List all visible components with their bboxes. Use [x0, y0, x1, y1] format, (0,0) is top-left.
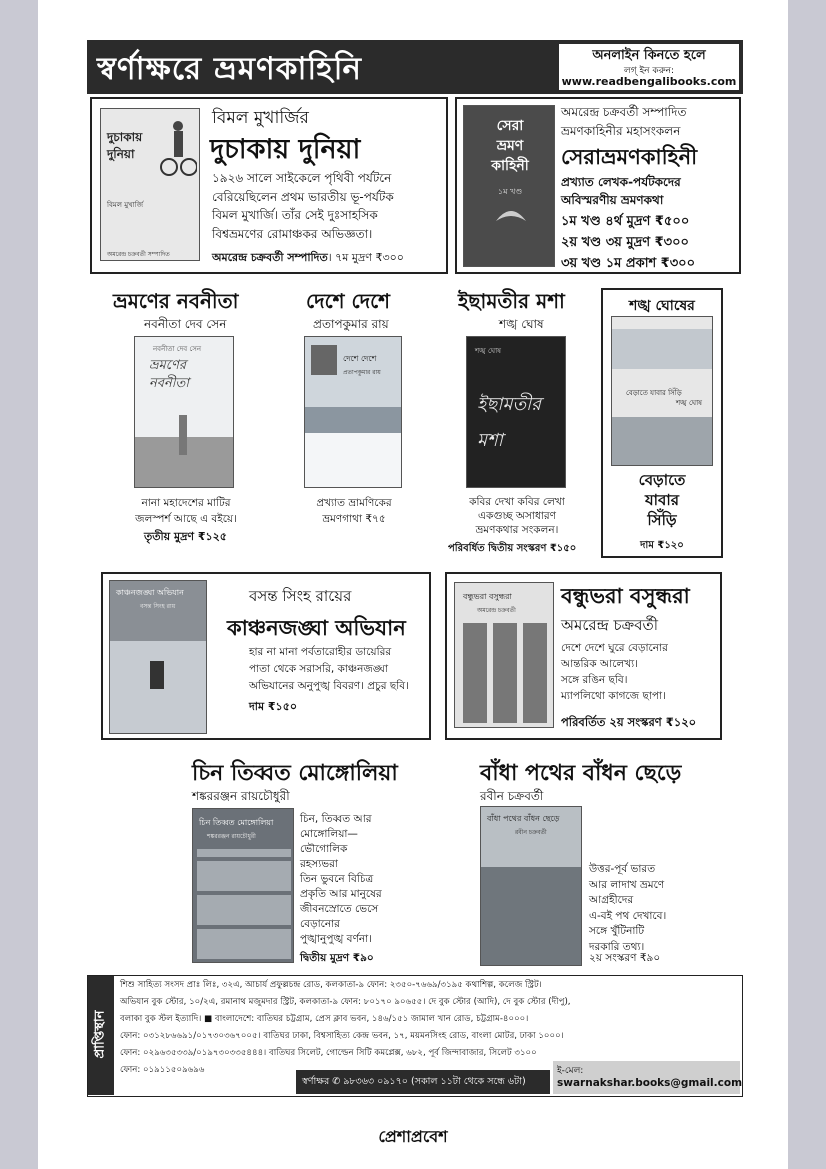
email-box	[553, 1061, 743, 1094]
email-link[interactable]: swarnakshar.books@gmail.com	[557, 1077, 743, 1089]
book1-author-line: বিমল মুখার্জির	[212, 108, 309, 128]
distributor-line6: ফোন: ০১৯১১৫০৯৬৯৬	[120, 1065, 205, 1075]
book4-cover-author: প্রতাপকুমার রায়	[343, 369, 381, 376]
book10-cover-author: রবীন চক্রবর্তী	[515, 829, 547, 836]
page-title: স্বর্ণাক্ষরে ভ্রমণকাহিনি	[97, 51, 362, 87]
book2-vol3: ৩য় খণ্ড ১ম প্রকাশ ₹৩০০	[561, 256, 696, 271]
distributor-line3: বলাকা বুক স্টল ইত্যাদি। ■ বাংলাদেশে: বাতিঘর চট্টগ্রাম, প্রেস ক্লাব ভবন, ১৪৬/১৫১ জামাল খান রোড, চট্টগ্রাম-৪০০০।	[120, 1014, 529, 1024]
book3-title: ভ্রমণের নবনীতা	[113, 289, 239, 313]
book7-cover[interactable]	[109, 580, 207, 734]
book9-description: চিন, তিব্বত আর মোঙ্গোলিয়া— ভৌগোলিক রহস্যভরা তিন ভুবনে বিচিত্র প্রকৃতি আর মানুষের জীবনস্রোতে ভেসে বেড়ানোর পুঙ্খানুপুঙ্খ বর্ণনা।	[300, 813, 382, 945]
book2-subtitle: ভ্রমণকাহিনীর মহাসংকলন	[561, 124, 681, 138]
book1-cover[interactable]	[100, 108, 200, 261]
book5-cover[interactable]	[466, 336, 566, 488]
book2-cover[interactable]	[463, 105, 555, 267]
book7-cover-author: বসন্ত সিংহ রায়	[140, 603, 176, 610]
book1-description: ১৯২৬ সালে সাইকেলে পৃথিবী পর্যটনে বেরিয়েছিলেন প্রথম ভারতীয় ভূ-পর্যটক বিমল মুখার্জি। তাঁর সেই দুঃসাহসিক বিশ্বভ্রমণের রোমাঞ্চকর অভিজ্ঞতা।	[212, 171, 394, 241]
snow-image	[305, 427, 402, 488]
book6-header: শঙ্খ ঘোষের	[629, 298, 695, 314]
book3-author: নবনীতা দেব সেন	[144, 317, 227, 331]
town-sketch	[612, 417, 713, 466]
book7-author-line: বসন্ত সিংহ রায়ের	[249, 587, 352, 605]
contact-bar	[296, 1070, 550, 1094]
book6-cover[interactable]	[611, 316, 713, 466]
book10-title: বাঁধা পথের বাঁধন ছেড়ে	[480, 761, 682, 786]
book1-editor: অমরেন্দ্র চক্রবর্তী সম্পাদিত	[212, 251, 328, 264]
road-image	[481, 867, 582, 966]
book6-cover-author: শঙ্খ ঘোষ	[676, 399, 703, 407]
mountain-sketch	[612, 329, 713, 369]
book8-cover[interactable]	[454, 582, 554, 728]
online-line1: অনলাইন কিনতে হলে	[592, 48, 706, 63]
book6-title: বেড়াতে যাবার সিঁড়ি	[638, 471, 686, 529]
book3-cover[interactable]	[134, 336, 234, 488]
book1-cover-author: বিমল মুখার্জি	[107, 201, 144, 209]
book10-cover[interactable]	[480, 806, 582, 966]
book1-price: । ৭ম মুদ্রণ ₹৩০০	[327, 251, 404, 264]
bird-illustration	[494, 201, 528, 231]
book1-card	[90, 97, 448, 274]
distributor-side-bar	[88, 976, 114, 1095]
book7-title: কাঞ্চনজঙ্ঘা অভিযান	[227, 616, 406, 640]
book4-cover-title: দেশে দেশে	[343, 354, 377, 363]
climber-image	[150, 661, 164, 689]
book9-cover[interactable]	[192, 808, 294, 963]
tower-image	[179, 415, 187, 455]
book5-cover-author: শঙ্খ ঘোষ	[475, 347, 502, 355]
bottom-logo: প্রেশাপ্রবেশ	[378, 1127, 448, 1146]
book1-cover-title: দুচাকায় দুনিয়া	[107, 130, 143, 161]
book8-title: বন্ধুভরা বসুন্ধরা	[561, 584, 690, 608]
book1-title: দুচাকায় দুনিয়া	[210, 134, 361, 165]
book4-title: দেশে দেশে	[306, 289, 390, 313]
book8-price: পরিবর্তিত ২য় সংস্করণ ₹১২০	[561, 715, 697, 729]
book2-vol1: ১ম খণ্ড ৪র্থ মুদ্রণ ₹৫০০	[561, 214, 690, 229]
book3-cover-title: ভ্রমণের নবনীতা	[149, 358, 189, 391]
distributor-box	[87, 975, 743, 1097]
book9-price: দ্বিতীয় মুদ্রণ ₹৯০	[300, 952, 374, 964]
book2-vol2: ২য় খণ্ড ৩য় মুদ্রণ ₹৩০০	[561, 235, 690, 250]
email-label: ই-মেল:	[557, 1066, 584, 1076]
book2-editor-line: অমরেন্দ্র চক্রবর্তী সম্পাদিত	[561, 105, 687, 119]
book6-price: দাম ₹১২০	[640, 540, 684, 551]
header-banner	[87, 40, 743, 94]
book9-cover-author: শঙ্কররঞ্জন রায়চৌধুরী	[207, 833, 256, 840]
book3-price: তৃতীয় মুদ্রণ ₹১২৫	[144, 530, 227, 543]
book6-cover-title: বেড়াতে যাবার সিঁড়ি	[626, 389, 682, 397]
book8-card	[445, 572, 722, 740]
book1-edition	[212, 249, 404, 268]
book2-card	[455, 97, 741, 274]
book9-title: চিন তিব্বত মোঙ্গোলিয়া	[192, 761, 398, 786]
book5-title: ইছামতীর মশা	[458, 289, 565, 313]
online-line2: লগ্‌ ইন করুন:	[623, 66, 675, 76]
book7-cover-title: কাঞ্চনজঙ্ঘা অভিযান	[116, 588, 184, 597]
book3-cover-author: নবনীতা দেব সেন	[153, 345, 202, 353]
distributor-label: প্রাপ্তিস্থান	[92, 1010, 108, 1059]
book1-cover-editor: অমরেন্দ্র চক্রবর্তী সম্পাদিত	[107, 251, 170, 258]
book10-description: উত্তর-পূর্ব ভারত আর লাদাখ ভ্রমণে আগ্রহীদের এ-বই পথ দেখাবে। সঙ্গে খুঁটিনাটি দরকারি তথ্য।	[589, 863, 667, 953]
distributor-line5: ফোন: ০২৯৬৩৫৩৩৯/০১৯৭৩০৩৩৫৪৪৪। বাতিঘর সিলেট, গোল্ডেন সিটি কমপ্লেক্স, ৬৮২, পূর্ব জিন্দাবাজার, সিলেট ৩১০০	[120, 1048, 537, 1058]
cyclist-image	[159, 117, 197, 177]
online-purchase-box[interactable]	[559, 44, 739, 90]
book5-cover-title: ইছামতীর মশা	[477, 394, 542, 451]
author-photo	[311, 345, 337, 375]
book6-card	[601, 288, 723, 558]
book3-description: নানা মহাদেশের মাটির জলস্পর্শ আছে এ বইয়ে।	[135, 497, 237, 525]
book2-title: সেরাভ্রমণকাহিনী	[561, 145, 698, 169]
book4-description: প্রখ্যাত ভ্রামণিকের ভ্রমণগাথা ₹৭৫	[316, 497, 392, 525]
online-url-link[interactable]: www.readbengalibooks.com	[561, 75, 737, 88]
book5-price: পরিবর্ধিত দ্বিতীয় সংস্করণ ₹১৫০	[448, 543, 577, 554]
mountain-image	[305, 407, 402, 433]
book5-author: শঙ্খ ঘোষ	[499, 317, 544, 331]
photo-grid	[463, 623, 547, 723]
book2-description: প্রখ্যাত লেখক-পর্যটকদের অবিস্মরণীয় ভ্রমণকথা	[561, 175, 681, 207]
book8-cover-author: অমরেন্দ্র চক্রবর্তী	[477, 607, 516, 614]
distributor-line4: ফোন: ০৩১২৮৬৬৯১/০১৭৩০৩৬৭০০৫। বাতিঘর ঢাকা, বিশ্বসাহিত্য কেন্দ্র ভবন, ১৭, ময়মনসিংহ রোড, বাংলা মোটর, ঢাকা ১০০০।	[120, 1031, 564, 1041]
book8-cover-title: বন্ধুভরা বসুন্ধরা	[463, 592, 512, 601]
book4-author: প্রতাপকুমার রায়	[313, 317, 389, 331]
photo-collage	[197, 849, 291, 959]
book2-cover-sub: ১ম খণ্ড	[497, 187, 523, 196]
book7-price: দাম ₹১৫০	[249, 700, 297, 713]
book10-cover-title: বাঁধা পথের বাঁধন ছেড়ে	[487, 814, 560, 823]
book10-price: ২য় সংস্করণ ₹৯০	[589, 952, 661, 964]
book2-cover-title: সেরা ভ্রমণ কাহিনী	[491, 118, 529, 174]
book9-author: শঙ্কররঞ্জন রায়চৌধুরী	[192, 789, 290, 803]
book5-description: কবির দেখা কবির লেখা একগুচ্ছ অসাধারণ ভ্রমণকথার সংকলন।	[469, 496, 565, 536]
book10-author: রবীন চক্রবর্তী	[480, 789, 544, 803]
book7-card	[101, 572, 431, 740]
book7-description: হার না মানা পর্বতারোহীর ডায়েরির পাতা থেকে সরাসরি, কাঞ্চনজঙ্ঘা অভিযানের অনুপুঙ্খ বিবরণ। প্রচুর ছবি।	[249, 646, 409, 692]
book9-cover-title: চিন তিব্বত মোঙ্গোলিয়া	[199, 818, 274, 827]
book8-author: অমরেন্দ্র চক্রবর্তী	[561, 616, 659, 634]
book8-description: দেশে দেশে ঘুরে বেড়ানোর আন্তরিক আলেখ্য। সঙ্গে রঙিন ছবি। ম্যাপলিথো কাগজে ছাপা।	[561, 642, 668, 702]
contact-phone[interactable]: স্বর্ণাক্ষর ✆ ৯৮৩৬৩ ০৯১৭০ (সকাল ১১টা থেকে সন্ধে ৬টা)	[302, 1076, 526, 1087]
book4-cover[interactable]	[304, 336, 402, 488]
distributor-line1: শিশু সাহিত্য সংসদ প্রাঃ লিঃ, ৩২এ, আচার্য প্রফুল্লচন্দ্র রোড, কলকাতা-৯ ফোন: ২৩৫০-৭৬৬৯/৩১৯৫ কথাশিল্প, কলেজ স্ট্রিট।	[120, 980, 542, 990]
distributor-line2: অভিযান বুক স্টোর, ১০/২এ, রমানাথ মজুমদার স্ট্রিট, কলকাতা-৯ ফোন: ৮০১৭০ ৯০৬৫৫। দে বুক স্টোর (আদি), দে বুক স্টোর (দীপু),	[120, 997, 571, 1007]
